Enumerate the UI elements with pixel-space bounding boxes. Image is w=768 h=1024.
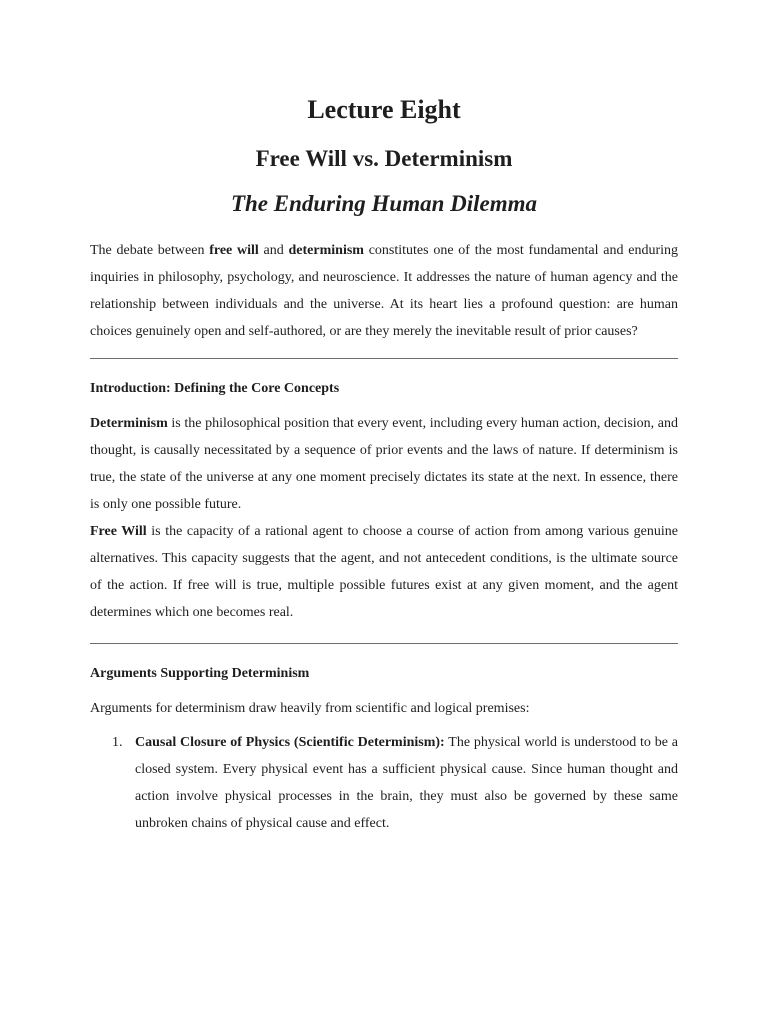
list-item-number: 1. [112,735,123,750]
section-divider [90,358,678,359]
lecture-title: Lecture Eight [307,95,461,124]
arguments-list [90,729,678,837]
definition-text: is the philosophical position that every event, including every human action, decision, and thought, is causally necessitated by a sequence of prior events and the laws of nature. If determinism is true, the state of the universe at any one moment precisely dictates its state at the next. In essence, there is only one possible future. [90,416,678,512]
definition-text: is the capacity of a rational agent to choose a course of action from among various genuine alternatives. This capacity suggests that the agent, and not antecedent conditions, is the ultimate source of the action. If free will is true, multiple possible futures exist at any given moment, and the agent determines which one becomes real. [90,524,679,620]
list-item [90,729,678,837]
intro-text: The debate between [90,243,210,258]
definition-term: Determinism [90,416,168,431]
free-will-definition [90,518,678,626]
section-heading-arguments: Arguments Supporting Determinism [90,666,310,681]
list-item-term: Causal Closure of Physics (Scientific Determinism): [135,735,445,750]
definition-term: Free Will [90,524,147,539]
intro-paragraph [90,237,678,345]
list-item-text: The physical world is understood to be a closed system. Every physical event has a sufficient physical cause. Since human thought and action involve physical processes in the brain, they must also be governed by these same unbroken chains of physical cause and effect. [135,735,679,831]
intro-text: constitutes one of the most fundamental and enduring inquiries in philosophy, psychology, and neuroscience. It addresses the nature of human agency and the relationship between individuals and the universe. At its heart lies a profound question: are human choices genuinely open and self-authored, or are they merely the inevitable result of prior causes? [90,243,678,339]
arguments-lead: Arguments for determinism draw heavily from scientific and logical premises: [90,701,530,716]
page-subtitle: The Enduring Human Dilemma [230,191,538,216]
section-divider [90,643,678,644]
section-heading-introduction: Introduction: Defining the Core Concepts [90,381,340,396]
intro-text: and [258,243,289,258]
page-title: Free Will vs. Determinism [255,146,513,171]
determinism-definition [90,410,678,518]
term-free-will: free will [209,243,259,258]
document-page [90,93,678,837]
term-determinism: determinism [288,243,364,258]
